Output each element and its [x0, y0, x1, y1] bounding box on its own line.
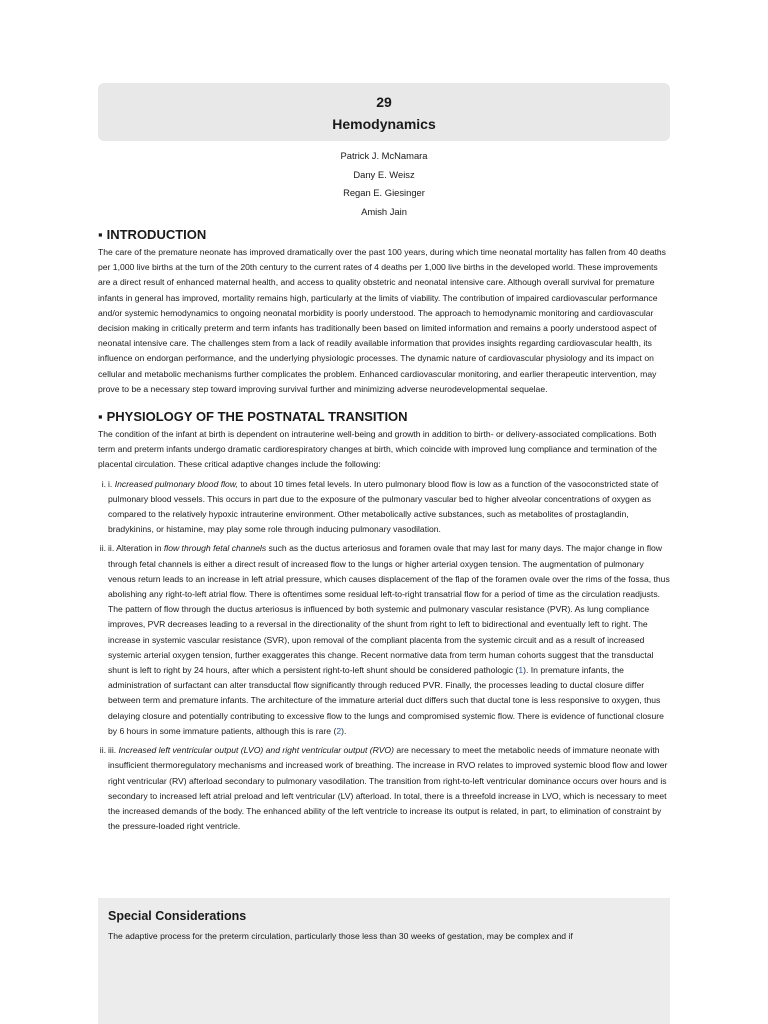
list-item: [98, 541, 670, 739]
list-item-text: are necessary to meet the metabolic needs of immature neonate with insufficient thermoregulatory mechanisms and increased work of breathing. The increase in RVO relates to improved systemic blood flow and lower right ventricular (RV) afterload secondary to pulmonary vasodilation. The transition from right-to-left ventricular dominance occurs over hours and is secondary to increased left atrial preload and left ventricular (LV) afterload. In total, there is a threefold increase in LVO, which is necessary to meet the increased demands of the body. The enhanced ability of the left ventricle to increase its output is related, in part, to elimination of constraint by the pressure-loaded right ventricle.: [108, 745, 668, 832]
introduction-paragraph: The care of the premature neonate has improved dramatically over the past 100 years, during which time neonatal mortality has fallen from 40 deaths per 1,000 live births at the turn of the 20th century to the current rates of 4 deaths per 1,000 live births in the developed world. These improvements are a direct result of enhanced maternal health, and access to quality obstetric and neonatal intensive care. Although overall survival for premature infants in general has improved, mortality remains high, particularly at the limits of viability. The contribution of impaired cardiovascular performance and/or systemic hemodynamics to ongoing neonatal morbidity is poorly understood. The approach to hemodynamic monitoring and cardiovascular decision making in critically preterm and term infants has traditionally been based on limited information and remains a poorly understood aspect of neonatal intensive care. The challenges stem from a lack of readily available information that provides insights regarding cardiovascular health, its influence on endorgan performance, and the underlying physiologic processes. The dynamic nature of cardiovascular physiology and its impact on cellular and metabolic mechanisms further complicates the problem. Enhanced cardiovascular monitoring, and earlier therapeutic intervention, may prove to be a necessary step toward improving survival further and minimizing adverse neurodevelopmental sequelae.: [98, 247, 666, 394]
square-bullet-icon: ▪: [98, 409, 103, 425]
list-item-text: ). In premature infants, the administration of surfactant can alter transductal flow significantly through reduced PVR. Finally, the processes leading to ductal closure differ between term and premature infants. The architecture of the immature arterial duct differs such that ductal tone is less responsive to oxygen, thus delaying closure and potentially contributing to excessive flow to the lungs and compromised systemic flow. There is evidence of functional closure by 6 hours in some immature patients, although this is rare (: [108, 665, 664, 736]
reference-link[interactable]: 1: [518, 665, 524, 676]
list-item: [98, 477, 670, 538]
list-item-text: to about 10 times fetal levels. In utero pulmonary blood flow is low as a function of the vasoconstricted state of pulmonary blood vessels. This occurs in part due to the exposure of the pulmonary vascular bed to higher alveolar concentrations of oxygen as compared to the relatively hypoxic intrauterine environment. Other metabolically active substances, such as metabolites of prostaglandin, bradykinins, or histamine, may play some role through inducing pulmonary vasodilation.: [108, 478, 659, 535]
chapter-body: [98, 226, 670, 838]
section-heading-text: PHYSIOLOGY OF THE POSTNATAL TRANSITION: [106, 409, 408, 425]
special-considerations-box: [98, 898, 670, 1024]
list-item-term: Increased left ventricular output (LVO) and right ventricular output (RVO): [118, 745, 394, 756]
author: Amish Jain: [361, 205, 407, 217]
physiology-paragraph: The condition of the infant at birth is dependent on intrauterine well-being and growth in addition to birth- or delivery-associated complications. Both term and preterm infants undergo dramatic cardiorespiratory changes at birth, which coincide with improved lung compliance and termination of the placental circulation. These critical adaptive changes include the following:: [98, 429, 657, 470]
square-bullet-icon: ▪: [98, 227, 103, 242]
list-item-prefix: iii.: [108, 745, 119, 756]
chapter-title: Hemodynamics: [332, 116, 436, 132]
author: Dany E. Weisz: [353, 168, 415, 180]
list-item-prefix: i.: [108, 478, 115, 489]
list-marker: ii.: [99, 543, 106, 554]
section-heading-introduction: [98, 226, 670, 244]
author: Patrick J. McNamara: [340, 150, 428, 161]
list-item-term: flow through fetal channels: [163, 543, 267, 554]
reference-link[interactable]: 2: [336, 725, 342, 736]
list-marker: ii.: [99, 745, 106, 756]
list-item-text: such as the ductus arteriosus and foramen ovale that may last for many days. The major change in flow through fetal channels is either a direct result of increased flow to the lungs or higher arterial oxygen tension. The augmentation of pulmonary venous return leads to an increase in left atrial pressure, which causes displacement of the flap of the foramen ovale over the rims of the fossa, thus abolishing any right-to-left atrial flow. There is oftentimes some residual left-to-right transatrial flow for a period of time as the circulation readjusts. The pattern of flow through the ductus arteriosus is influenced by both systemic and pulmonary vascular resistance (PVR). As lung compliance improves, PVR decreases leading to a reversal in the directionality of the shunt from right to left to bidirectional and eventually left to right. The increase in systemic vascular resistance (SVR), upon removal of the compliant placenta from the systemic circuit and as a result of increased systemic arterial oxygen tension, further exaggerates this change. Recent normative data from term human cohorts suggest that the transductal shunt is left to right by 24 hours, after which a persistent right-to-left shunt should be considered pathologic (: [108, 543, 670, 676]
special-considerations-heading: Special Considerations: [108, 909, 247, 923]
section-heading-physiology: [98, 408, 670, 426]
list-item-text: ).: [341, 725, 347, 736]
author: Regan E. Giesinger: [343, 187, 425, 198]
adaptive-changes-list: [98, 477, 670, 835]
list-marker: i.: [101, 478, 106, 489]
list-item-term: Increased pulmonary blood flow,: [114, 478, 238, 489]
author-list: [98, 147, 670, 221]
chapter-number: 29: [376, 94, 392, 110]
chapter-header: [98, 83, 670, 141]
section-heading-text: INTRODUCTION: [106, 227, 207, 242]
special-considerations-paragraph: The adaptive process for the preterm circulation, particularly those less than 30 weeks of gestation, may be complex and if: [108, 931, 573, 941]
list-item-prefix: ii. Alteration in: [108, 543, 164, 554]
list-item: [98, 743, 670, 834]
